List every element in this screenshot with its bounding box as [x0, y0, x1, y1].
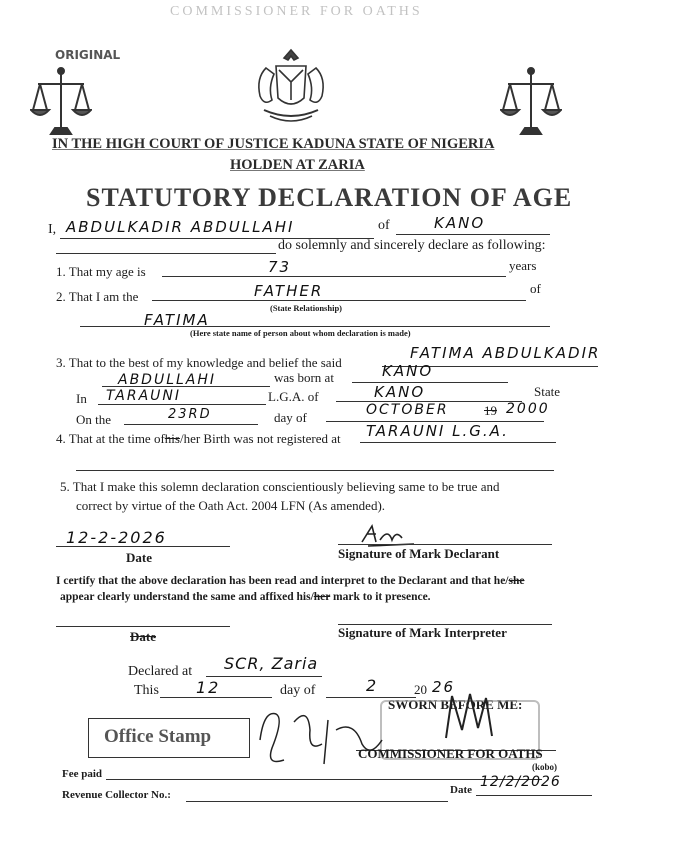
relationship-line — [152, 300, 526, 301]
month-value: OCTOBER — [366, 402, 449, 418]
solemn-line — [56, 253, 276, 254]
state-label: State — [534, 384, 560, 399]
of-place-line — [396, 234, 550, 235]
scales-of-justice-right-icon — [500, 66, 562, 144]
age-line — [162, 276, 506, 277]
certify-line-2 — [60, 591, 431, 603]
commissioner-for-oaths: COMMISSIONER FOR OATHS — [358, 746, 543, 761]
original-label: ORIGINAL — [55, 48, 121, 62]
of-label: of — [378, 218, 390, 233]
date-label-3: Date — [450, 784, 472, 796]
item-5-line-2: correct by virtue of the Oath Act. 2004 LFN (As amended). — [76, 498, 386, 513]
person-name: FATIMA — [144, 311, 210, 329]
blank-line — [76, 470, 554, 471]
certify-her: her — [313, 591, 331, 603]
commissioner-signature — [440, 688, 500, 746]
in-lga-value: TARAUNI — [106, 388, 181, 404]
on-the-label: On the — [76, 412, 112, 427]
state-relationship-note: (State Relationship) — [270, 303, 343, 313]
this-label: This — [134, 683, 159, 698]
born-at-value: KANO — [382, 362, 434, 380]
this-day-value: 12 — [196, 678, 221, 697]
sworn-before-me: SWORN BEFORE ME: — [388, 697, 523, 712]
lga-of-label: L.G.A. of — [268, 389, 319, 404]
fee-paid-label: Fee paid — [62, 768, 103, 780]
kobo-label: (kobo) — [532, 762, 558, 772]
certify-text-2b: mark to it presence. — [330, 591, 431, 603]
item-2-of: of — [530, 281, 541, 296]
said-name-2: ABDULLAHI — [118, 372, 217, 388]
fee-paid-line — [106, 779, 542, 780]
day-line — [124, 424, 258, 425]
certify-line-1 — [56, 575, 525, 587]
in-label: In — [76, 391, 87, 406]
item-4-mid: /her Birth was not registered at — [179, 431, 341, 446]
said-name-1: FATIMA ABDULKADIR — [410, 344, 601, 362]
signature-mark-interpreter: Signature of Mark Interpreter — [338, 625, 507, 640]
this-day-line — [160, 697, 272, 698]
signature-mark-declarant: Signature of Mark Declarant — [338, 546, 500, 561]
age-value: 73 — [268, 258, 292, 276]
revenue-collector-label: Revenue Collector No.: — [62, 789, 171, 801]
item-4-prefix: 4. That at the time of — [56, 431, 165, 446]
item-2-label: 2. That I am the — [56, 289, 139, 304]
year-hand: 26 — [432, 678, 456, 696]
registered-at-line — [360, 442, 556, 443]
office-stamp-label: Office Stamp — [104, 726, 212, 747]
interpreter-date-line — [56, 626, 230, 627]
year-value: 2000 — [506, 401, 550, 417]
certify-she: she — [508, 575, 525, 587]
court-location: HOLDEN AT ZARIA — [230, 157, 365, 173]
month-num-value: 2 — [366, 676, 379, 695]
day-of-label-2: day of — [280, 683, 316, 698]
certify-text-2a: appear clearly understand the same and affixed his/ — [60, 591, 314, 603]
court-heading: IN THE HIGH COURT OF JUSTICE KADUNA STATE OF NIGERIA — [52, 136, 495, 152]
declaration-date-label: Date — [126, 550, 152, 565]
declaration-date-line — [56, 546, 230, 547]
handwritten-signature-center — [250, 700, 390, 780]
certify-text-1: I certify that the above declaration has been read and interpret to the Declarant and that he/ — [56, 575, 509, 587]
declarant-signature-line — [338, 544, 552, 545]
scales-of-justice-left-icon — [30, 66, 92, 144]
i-label: I, — [48, 222, 57, 237]
years-label: years — [509, 258, 537, 273]
revenue-collector-line — [186, 801, 448, 802]
day-of-label: day of — [274, 410, 307, 425]
year-prefix: 20 — [414, 682, 427, 697]
was-born-at-label: was born at — [274, 370, 334, 385]
year-struck: 19 — [484, 403, 497, 418]
declared-at-line — [206, 676, 322, 677]
date-hand-value: 12/2/2026 — [480, 774, 561, 790]
declarant-place: KANO — [434, 214, 486, 232]
interpreter-date-label: Date — [130, 629, 156, 644]
item-5-line-1: 5. That I make this solemn declaration conscientiously believing same to be true and — [60, 479, 500, 494]
item-4-label — [56, 431, 341, 447]
top-faint-text: COMMISSIONER FOR OATHS — [170, 4, 423, 19]
item-3-label: 3. That to the best of my knowledge and belief the said — [56, 355, 342, 370]
declaration-date-value: 12-2-2026 — [66, 528, 167, 547]
declared-at-label: Declared at — [128, 664, 193, 679]
document-title: STATUTORY DECLARATION OF AGE — [86, 183, 573, 212]
date-3-line — [476, 795, 592, 796]
in-lga-line — [98, 404, 266, 405]
declared-place: SCR, Zaria — [224, 654, 319, 673]
person-note: (Here state name of person about whom declaration is made) — [190, 328, 411, 338]
solemn-text: do solemnly and sincerely declare as following: — [278, 238, 546, 253]
registered-at-value: TARAUNI L.G.A. — [366, 422, 509, 440]
item-1-label: 1. That my age is — [56, 264, 146, 279]
day-value: 23RD — [168, 407, 212, 422]
coat-of-arms-icon — [246, 48, 336, 130]
relationship-value: FATHER — [254, 282, 324, 300]
declarant-name: ABDULKADIR ABDULLAHI — [66, 218, 295, 236]
item-4-his: his — [164, 431, 180, 446]
lga-state-value: KANO — [374, 383, 426, 401]
